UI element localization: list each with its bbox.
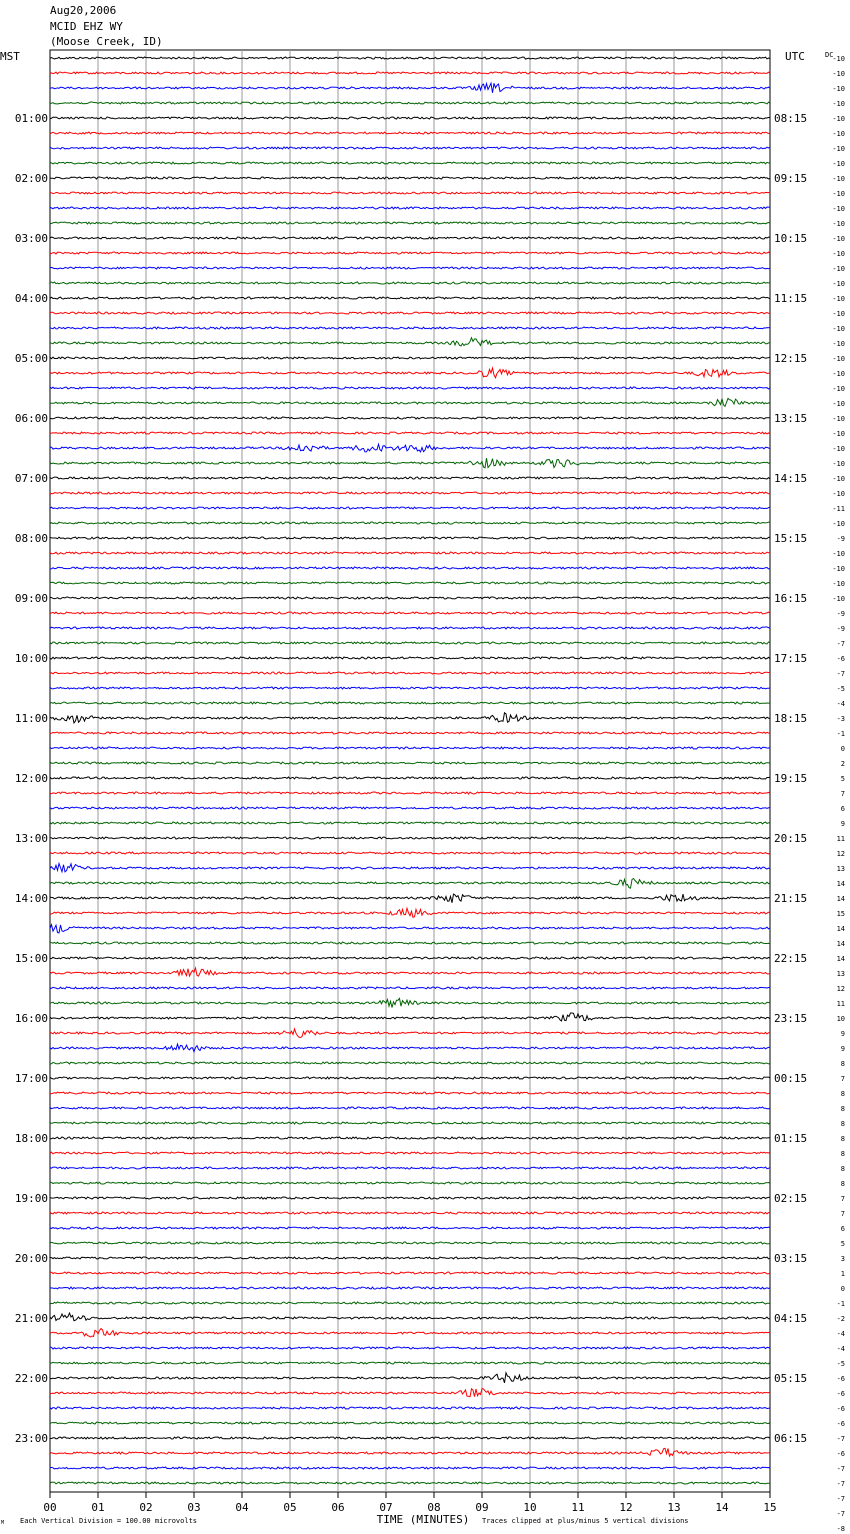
x-tick-label: 10 [523,1501,537,1514]
dc-offset-value: 13 [836,970,845,978]
x-tick-label: 09 [475,1501,489,1514]
trace-75 [50,1182,770,1184]
dc-offset-value: -10 [832,490,845,498]
hour-label-utc: 10:15 [774,232,808,245]
trace-95 [50,1482,770,1484]
trace-27 [50,458,770,468]
trace-77 [50,1212,770,1214]
trace-78 [50,1227,770,1229]
dc-offset-value: 8 [840,1105,845,1113]
trace-3 [50,102,770,104]
trace-0 [50,57,770,59]
hour-label-utc: 00:15 [774,1072,808,1085]
plot-frame [50,50,770,1492]
trace-79 [50,1242,770,1244]
trace-60 [50,957,770,959]
dc-label: DC [825,51,834,59]
dc-offset-value: -10 [832,595,845,603]
hour-label-utc: 09:15 [774,172,808,185]
hour-label-utc: 04:15 [774,1312,808,1325]
hour-label-utc: 18:15 [774,712,808,725]
hour-label-utc: 20:15 [774,832,808,845]
trace-62 [50,987,770,989]
trace-90 [50,1407,770,1409]
hour-label-utc: 05:15 [774,1372,808,1385]
dc-offset-value: -5 [836,685,845,693]
x-tick-label: 03 [187,1501,201,1514]
dc-offset-value: 14 [836,940,845,948]
x-tick-label: 05 [283,1501,297,1514]
hour-label-utc: 23:15 [774,1012,808,1025]
trace-57 [50,908,770,917]
header-station: MCID EHZ WY [50,20,123,33]
dc-offset-value: 12 [836,985,845,993]
dc-offset-value: 3 [840,1255,845,1263]
x-axis-title: TIME (MINUTES) [376,1513,470,1526]
trace-16 [50,297,770,299]
mst-label: MST [0,50,20,63]
trace-67 [50,1062,770,1064]
hour-label-mst: 07:00 [14,472,48,485]
hour-label-mst: 18:00 [14,1132,48,1145]
dc-offset-value: 8 [840,1090,845,1098]
hour-label-mst: 13:00 [14,832,48,845]
trace-21 [50,368,770,378]
trace-13 [50,252,770,254]
hour-label-mst: 11:00 [14,712,48,725]
dc-offset-value: -10 [832,445,845,453]
dc-offset-value: -10 [832,130,845,138]
dc-offset-value: 6 [840,1225,845,1233]
time-gridlines [50,50,770,1492]
hour-label-utc: 08:15 [774,112,808,125]
clip-note: Traces clipped at plus/minus 5 vertical divisions [482,1517,689,1525]
x-tick-label: 13 [667,1501,681,1514]
hour-label-utc: 19:15 [774,772,808,785]
dc-offset-value: -10 [832,100,845,108]
trace-5 [50,132,770,134]
dc-offset-value: 10 [836,1015,845,1023]
trace-64 [50,1013,770,1021]
dc-offset-value: -10 [832,295,845,303]
dc-offset-value: 1 [840,1270,845,1278]
trace-4 [50,117,770,119]
hour-label-utc: 03:15 [774,1252,808,1265]
hour-label-mst: 16:00 [14,1012,48,1025]
trace-33 [50,552,770,554]
hour-label-utc: 14:15 [774,472,808,485]
trace-80 [50,1257,770,1259]
dc-offset-value: -7 [836,1510,845,1518]
trace-17 [50,312,770,314]
dc-offset-value: -10 [832,70,845,78]
trace-72 [50,1137,770,1139]
trace-88 [50,1373,770,1383]
dc-offset-value: 7 [840,1195,845,1203]
trace-66 [50,1044,770,1052]
dc-offset-value: -10 [832,400,845,408]
trace-15 [50,282,770,284]
hour-label-mst: 17:00 [14,1072,48,1085]
dc-offset-value: 14 [836,955,845,963]
trace-84 [50,1313,770,1321]
hour-label-mst: 04:00 [14,292,48,305]
trace-38 [50,627,770,629]
trace-52 [50,837,770,839]
dc-offset-value: -10 [832,460,845,468]
dc-offset-value: -10 [832,415,845,423]
dc-offset-value: 9 [840,1030,845,1038]
x-tick-label: 11 [571,1501,585,1514]
hour-label-mst: 19:00 [14,1192,48,1205]
dc-offset-value: 6 [840,805,845,813]
trace-83 [50,1302,770,1304]
dc-offset-value: -6 [836,1405,845,1413]
dc-offset-value: -7 [836,670,845,678]
trace-30 [50,507,770,509]
hour-label-mst: 14:00 [14,892,48,905]
dc-offset-value: -8 [836,1525,845,1533]
dc-offset-value: -10 [832,580,845,588]
x-tick-label: 12 [619,1501,633,1514]
trace-31 [50,522,770,524]
dc-offset-value: 8 [840,1150,845,1158]
trace-59 [50,942,770,944]
trace-32 [50,537,770,539]
dc-offset-value: -10 [832,175,845,183]
x-tick-label: 15 [763,1501,777,1514]
dc-offset-value: -4 [836,1345,845,1353]
dc-offset-value: -10 [832,85,845,93]
trace-45 [50,732,770,734]
trace-73 [50,1152,770,1154]
dc-offset-value: -10 [832,325,845,333]
trace-81 [50,1272,770,1274]
trace-35 [50,582,770,584]
dc-offset-value: 14 [836,880,845,888]
trace-24 [50,417,770,419]
dc-offset-value: 7 [840,1075,845,1083]
trace-58 [50,925,770,933]
trace-76 [50,1197,770,1199]
dc-offset-value: 8 [840,1135,845,1143]
x-tick-label: 04 [235,1501,249,1514]
dc-offset-value: -10 [832,205,845,213]
dc-offset-value: -9 [836,535,845,543]
dc-offset-value: -7 [836,1465,845,1473]
trace-23 [50,398,770,406]
dc-offset-value: 8 [840,1120,845,1128]
dc-offset-value: -10 [832,370,845,378]
trace-63 [50,998,770,1007]
dc-offset-value: -10 [832,235,845,243]
hour-label-mst: 20:00 [14,1252,48,1265]
trace-61 [50,968,770,976]
dc-offset-value: 8 [840,1180,845,1188]
dc-offset-value: -6 [836,1390,845,1398]
trace-68 [50,1077,770,1079]
trace-28 [50,477,770,479]
trace-55 [50,879,770,889]
dc-offset-value: -6 [836,655,845,663]
hour-label-utc: 12:15 [774,352,808,365]
hour-label-mst: 02:00 [14,172,48,185]
trace-53 [50,852,770,854]
dc-offset-value: 2 [840,760,845,768]
hour-label-mst: 22:00 [14,1372,48,1385]
trace-74 [50,1167,770,1169]
dc-offset-value: -9 [836,610,845,618]
dc-offset-value: 0 [840,1285,845,1293]
dc-offset-value: 7 [840,1210,845,1218]
dc-offset-value: 0 [840,745,845,753]
dc-offset-value: -10 [832,475,845,483]
hour-label-mst: 08:00 [14,532,48,545]
utc-label: UTC [785,50,805,63]
dc-offset-value: -10 [832,385,845,393]
dc-offset-value: -10 [832,115,845,123]
header-location: (Moose Creek, ID) [50,35,163,48]
trace-41 [50,672,770,674]
x-tick-label: 14 [715,1501,729,1514]
trace-44 [50,713,770,723]
dc-offset-value: -10 [832,430,845,438]
dc-offset-value: -6 [836,1420,845,1428]
dc-offset-value: 7 [840,790,845,798]
hour-label-mst: 06:00 [14,412,48,425]
trace-9 [50,192,770,194]
hour-label-mst: 12:00 [14,772,48,785]
trace-8 [50,177,770,179]
dc-offset-value: 9 [840,1045,845,1053]
dc-offset-value: -10 [832,220,845,228]
dc-offset-value: 11 [836,1000,845,1008]
hour-label-mst: 15:00 [14,952,48,965]
trace-54 [50,864,770,872]
hour-label-utc: 01:15 [774,1132,808,1145]
dc-offset-value: -10 [832,55,845,63]
trace-93 [50,1448,770,1456]
trace-47 [50,762,770,764]
trace-71 [50,1122,770,1124]
dc-offset-value: 14 [836,895,845,903]
dc-offset-value: -11 [832,505,845,513]
trace-10 [50,207,770,209]
dc-offset-value: 5 [840,775,845,783]
trace-89 [50,1389,770,1397]
trace-19 [50,338,770,346]
trace-91 [50,1422,770,1424]
dc-offset-value: 11 [836,835,845,843]
trace-50 [50,807,770,809]
trace-94 [50,1467,770,1469]
hour-label-mst: 01:00 [14,112,48,125]
hour-label-utc: 22:15 [774,952,808,965]
trace-65 [50,1029,770,1038]
dc-offset-value: -10 [832,190,845,198]
trace-48 [50,777,770,779]
trace-46 [50,747,770,749]
dc-offset-value: 5 [840,1240,845,1248]
hour-label-utc: 15:15 [774,532,808,545]
dc-offset-value: -1 [836,1300,845,1308]
trace-40 [50,657,770,659]
dc-offset-value: -10 [832,340,845,348]
footer-mark: M [1,1520,5,1526]
dc-offset-value: 15 [836,910,845,918]
dc-offset-value: -6 [836,1375,845,1383]
seismic-traces [50,57,770,1484]
trace-85 [50,1329,770,1338]
axis-labels [0,50,845,1534]
dc-offset-value: -7 [836,1480,845,1488]
dc-offset-value: -7 [836,1435,845,1443]
dc-offset-value: -6 [836,1450,845,1458]
dc-offset-value: -9 [836,625,845,633]
header-date: Aug20,2006 [50,4,117,17]
dc-offset-value: 8 [840,1165,845,1173]
x-tick-label: 06 [331,1501,345,1514]
hour-label-mst: 03:00 [14,232,48,245]
hour-label-utc: 06:15 [774,1432,808,1445]
hour-label-utc: 13:15 [774,412,808,425]
dc-offset-value: -10 [832,310,845,318]
dc-offset-value: 12 [836,850,845,858]
dc-offset-value: -2 [836,1315,845,1323]
trace-82 [50,1287,770,1289]
trace-11 [50,222,770,224]
trace-42 [50,687,770,689]
trace-69 [50,1092,770,1094]
trace-1 [50,72,770,74]
dc-offset-value: -7 [836,1495,845,1503]
x-tick-label: 00 [43,1501,57,1514]
dc-offset-value: -10 [832,355,845,363]
dc-offset-value: -10 [832,550,845,558]
dc-offset-value: 14 [836,925,845,933]
x-tick-label: 07 [379,1501,393,1514]
trace-29 [50,492,770,494]
trace-37 [50,612,770,614]
x-tick-label: 01 [91,1501,105,1514]
trace-39 [50,642,770,644]
trace-7 [50,162,770,164]
trace-87 [50,1362,770,1364]
hour-label-mst: 23:00 [14,1432,48,1445]
trace-22 [50,387,770,389]
hour-label-mst: 21:00 [14,1312,48,1325]
x-tick-label: 02 [139,1501,153,1514]
trace-43 [50,702,770,704]
hour-label-utc: 21:15 [774,892,808,905]
dc-offset-value: -1 [836,730,845,738]
dc-offset-value: -10 [832,160,845,168]
trace-12 [50,237,770,239]
trace-56 [50,894,770,903]
trace-26 [50,444,770,452]
dc-offset-value: -10 [832,265,845,273]
trace-49 [50,792,770,794]
hour-label-utc: 11:15 [774,292,808,305]
trace-34 [50,567,770,569]
trace-92 [50,1437,770,1439]
dc-offset-value: -10 [832,145,845,153]
dc-offset-value: -4 [836,700,845,708]
trace-86 [50,1347,770,1349]
dc-offset-value: 13 [836,865,845,873]
dc-offset-value: -3 [836,715,845,723]
dc-offset-value: -10 [832,565,845,573]
trace-14 [50,267,770,269]
dc-offset-value: 8 [840,1060,845,1068]
dc-offset-value: -4 [836,1330,845,1338]
hour-label-utc: 02:15 [774,1192,808,1205]
dc-offset-value: 9 [840,820,845,828]
trace-20 [50,357,770,359]
dc-offset-value: -10 [832,280,845,288]
hour-label-mst: 05:00 [14,352,48,365]
trace-18 [50,327,770,329]
hour-label-utc: 16:15 [774,592,808,605]
trace-36 [50,597,770,599]
trace-6 [50,147,770,149]
x-tick-label: 08 [427,1501,441,1514]
dc-offset-value: -5 [836,1360,845,1368]
dc-offset-value: -7 [836,640,845,648]
trace-70 [50,1107,770,1109]
hour-label-mst: 09:00 [14,592,48,605]
trace-2 [50,83,770,93]
dc-offset-value: -10 [832,520,845,528]
trace-25 [50,432,770,434]
dc-offset-value: -10 [832,250,845,258]
division-note: Each Vertical Division = 100.00 microvolts [20,1517,198,1525]
hour-label-utc: 17:15 [774,652,808,665]
trace-51 [50,822,770,824]
hour-label-mst: 10:00 [14,652,48,665]
